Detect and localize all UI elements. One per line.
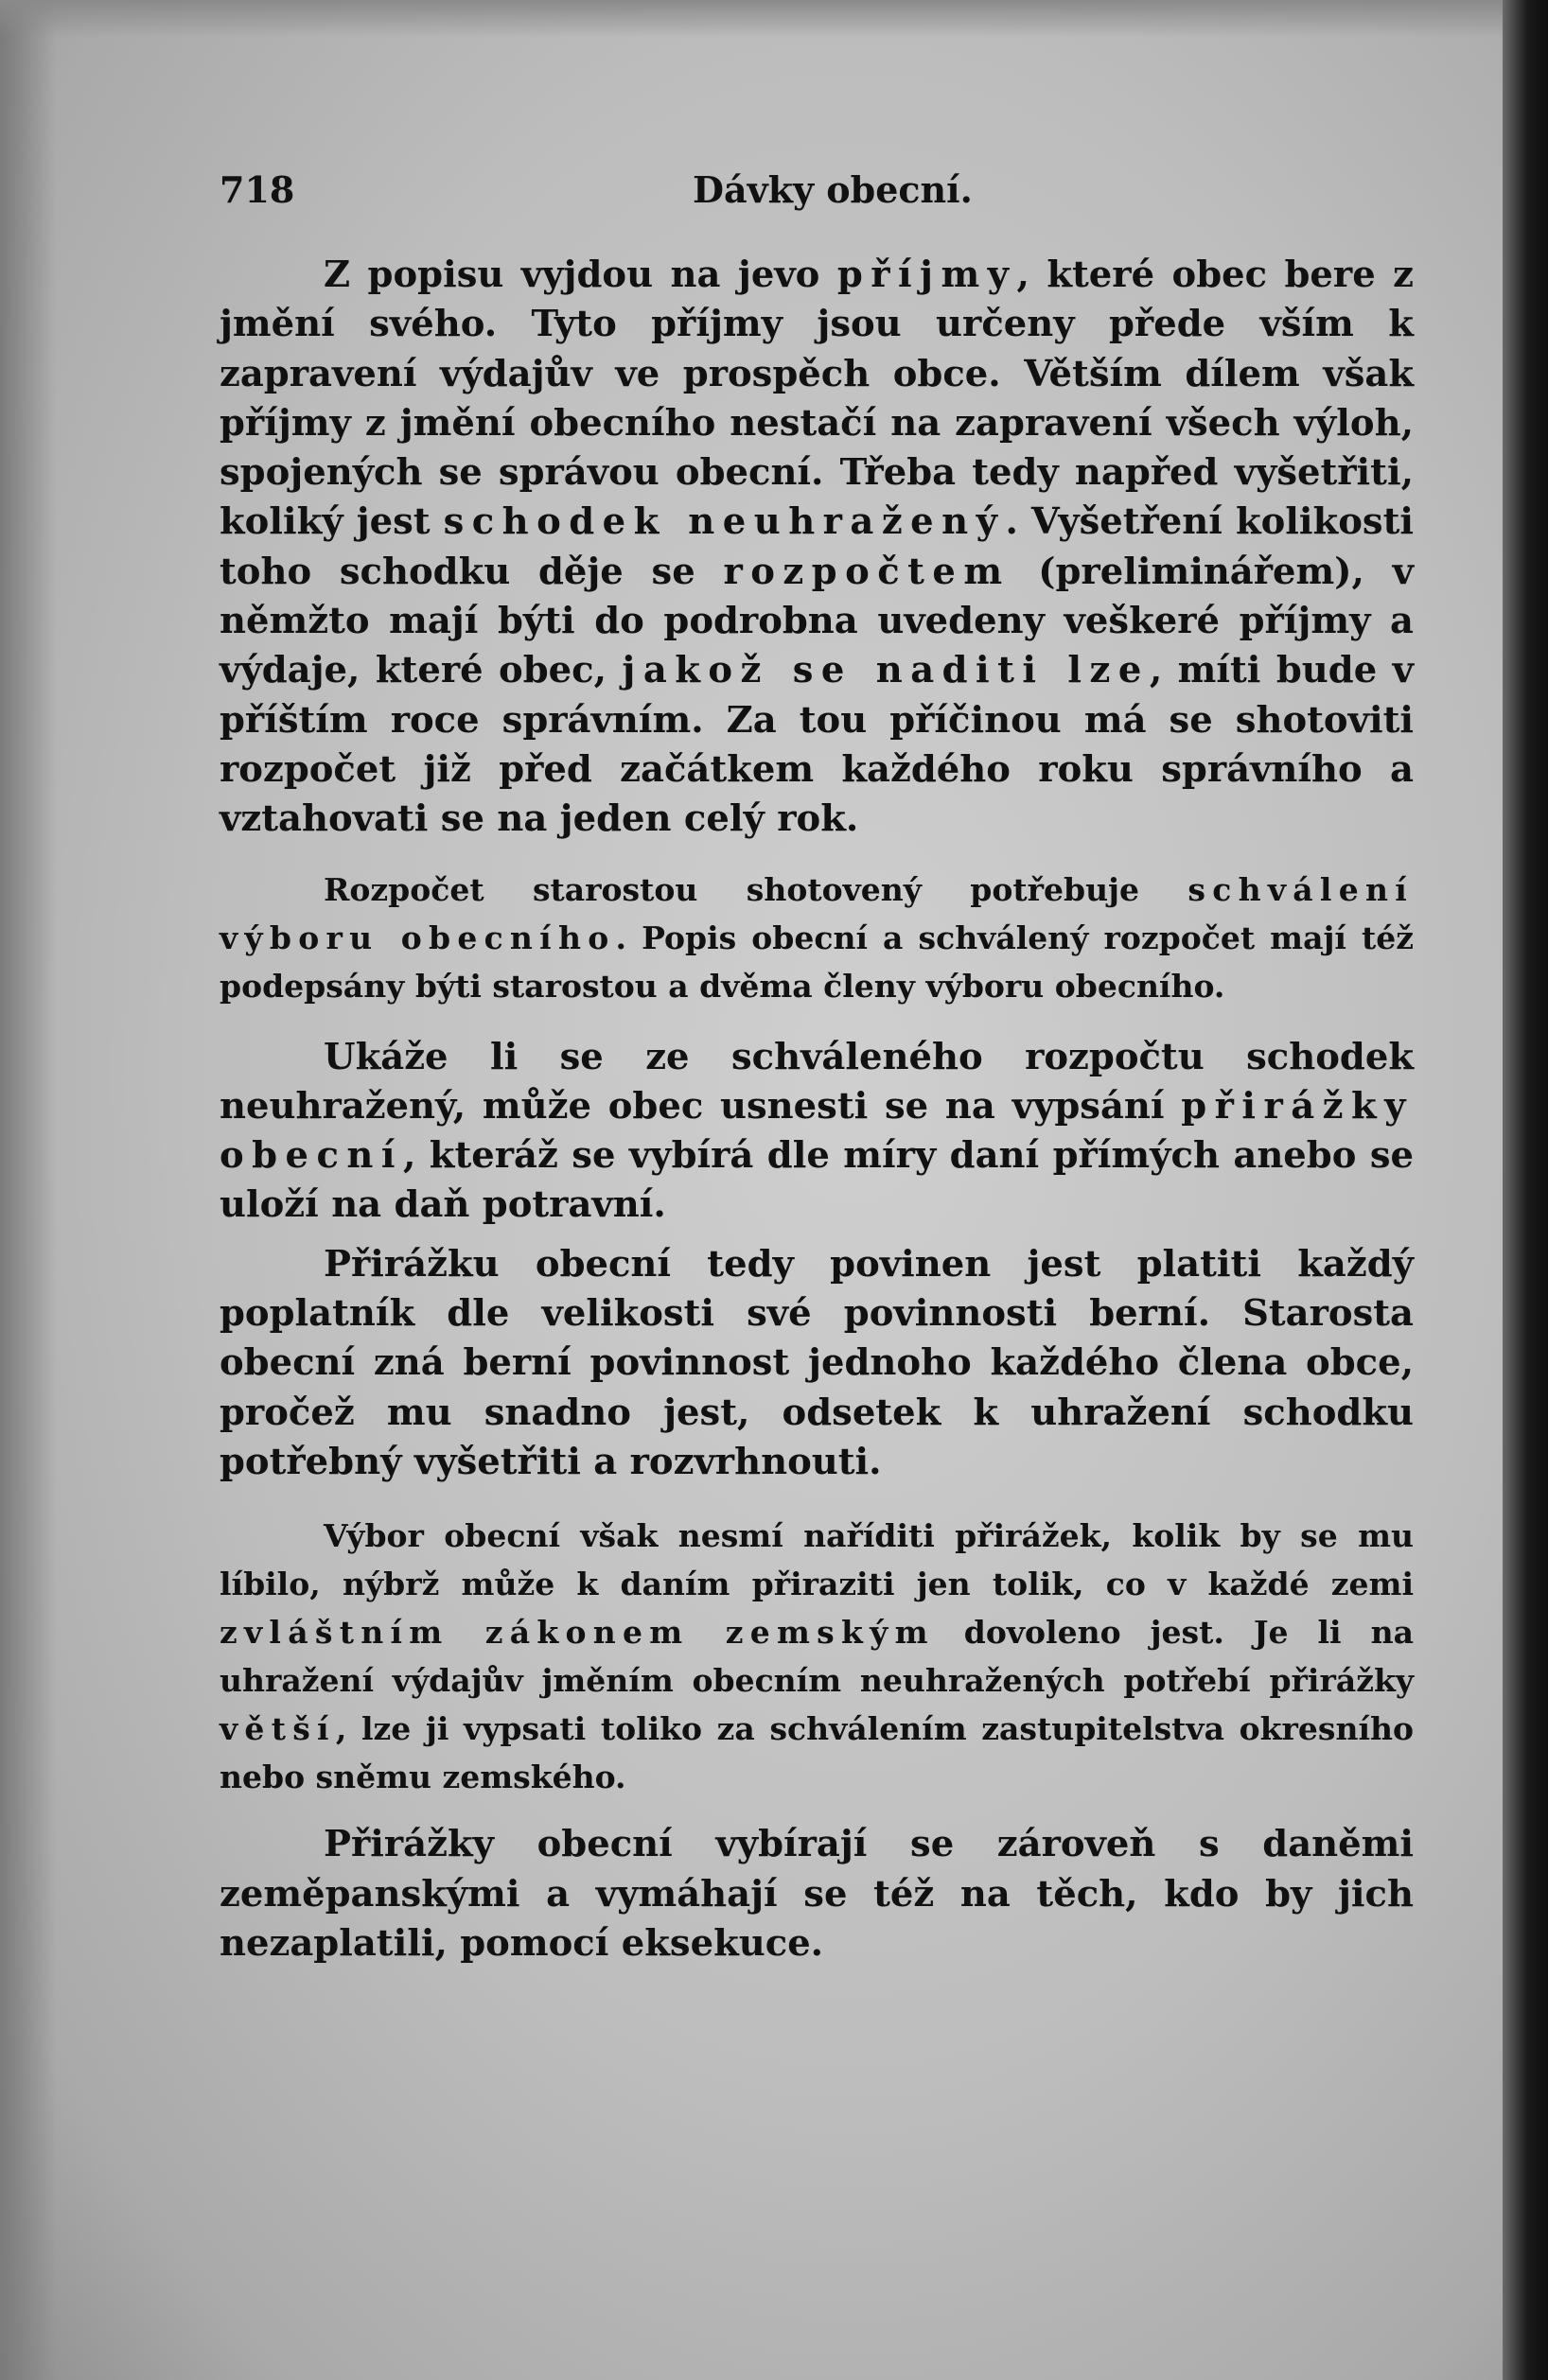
body-text <box>220 251 1414 1969</box>
text-run: Přirážku obecní tedy povinen jest platiti každý poplatník dle velikosti své povinnosti berní. Starosta obecní zná berní povinnost jednoho každého člena obce, pročež mu snadno jest, odsetek k uhražení schodku potřebný vyšetřiti a rozvrhnouti. <box>220 1242 1414 1483</box>
text-run: . Vyšetření kolikosti toho schodku děje se <box>220 500 1414 593</box>
text-run: Přirážky obecní vybírají se zároveň s daněmi zeměpanskými a vymáhají se též na těch, kdo by jich nezaplatili, pomocí eksekuce. <box>220 1823 1414 1965</box>
text-run: . Popis obecní a schválený rozpočet mají též podepsány býti starostou a dvěma členy výboru obecního. <box>220 919 1414 1005</box>
text-run: Rozpočet starostou shotovený potřebuje <box>324 870 1188 908</box>
emphasized-text: rozpočtem <box>723 550 1011 593</box>
paragraph <box>220 1820 1414 1969</box>
page-number: 718 <box>220 168 295 211</box>
emphasized-text: schodek neuhražený <box>443 500 1006 544</box>
paragraph <box>220 1512 1414 1801</box>
book-binding-edge <box>1503 0 1548 2380</box>
paragraph <box>220 1240 1414 1487</box>
text-run: , míti bude v příštím roce správním. Za tou příčinou má se shotoviti rozpočet již před začátkem každého roku správního a vztahovati se na jeden celý rok. <box>220 649 1414 841</box>
text-run: Výbor obecní však nesmí naříditi přirážek, kolik by se mu líbilo, nýbrž může k daním přiraziti jen tolik, co v každé zemi <box>220 1517 1414 1603</box>
text-run: (preliminářem), v němžto mají býti do podrobna uvedeny veškeré příjmy a výdaje, které obec, <box>220 550 1414 692</box>
emphasized-text: schválení výboru obecního <box>220 870 1414 956</box>
emphasized-text: přirážky obecní <box>220 1084 1414 1178</box>
paragraph <box>220 866 1414 1010</box>
text-run: , které obec bere z jmění svého. Tyto příjmy jsou určeny přede vším k zapravení výdajův ve prospěch obce. Větším dílem však příjmy z jmění obecního nestačí na zapravení všech výloh, spojených se správou obecní. Třeba tedy napřed vyšetřiti, koliký jest <box>220 254 1415 544</box>
paragraph <box>220 1033 1414 1231</box>
text-run: , lze ji vypsati toliko za schválením zastupitelstva okresního nebo sněmu zemského. <box>220 1710 1414 1796</box>
paragraph <box>220 251 1414 845</box>
left-margin-shadow <box>0 0 57 2380</box>
emphasized-text: zvláštním zákonem zemským <box>220 1614 935 1652</box>
text-run: , kteráž se vybírá dle míry daní přímých anebo se uloží na daň potravní. <box>220 1134 1414 1227</box>
emphasized-text: jakož se naditi lze <box>622 649 1150 692</box>
emphasized-text: větší <box>220 1710 336 1748</box>
page-header <box>220 168 1421 216</box>
running-title: Dávky obecní. <box>693 168 973 211</box>
text-run: Ukáže li se ze schváleného rozpočtu schodek neuhražený, může obec usnesti se na vypsání <box>220 1035 1414 1128</box>
text-run: dovoleno jest. Je li na uhražení výdajův jměním obecním neuhražených potřebí přirážky <box>220 1614 1414 1700</box>
text-run: Z popisu vyjdou na jevo <box>324 254 837 296</box>
emphasized-text: příjmy <box>836 254 1017 296</box>
top-margin-shadow <box>0 0 1548 38</box>
